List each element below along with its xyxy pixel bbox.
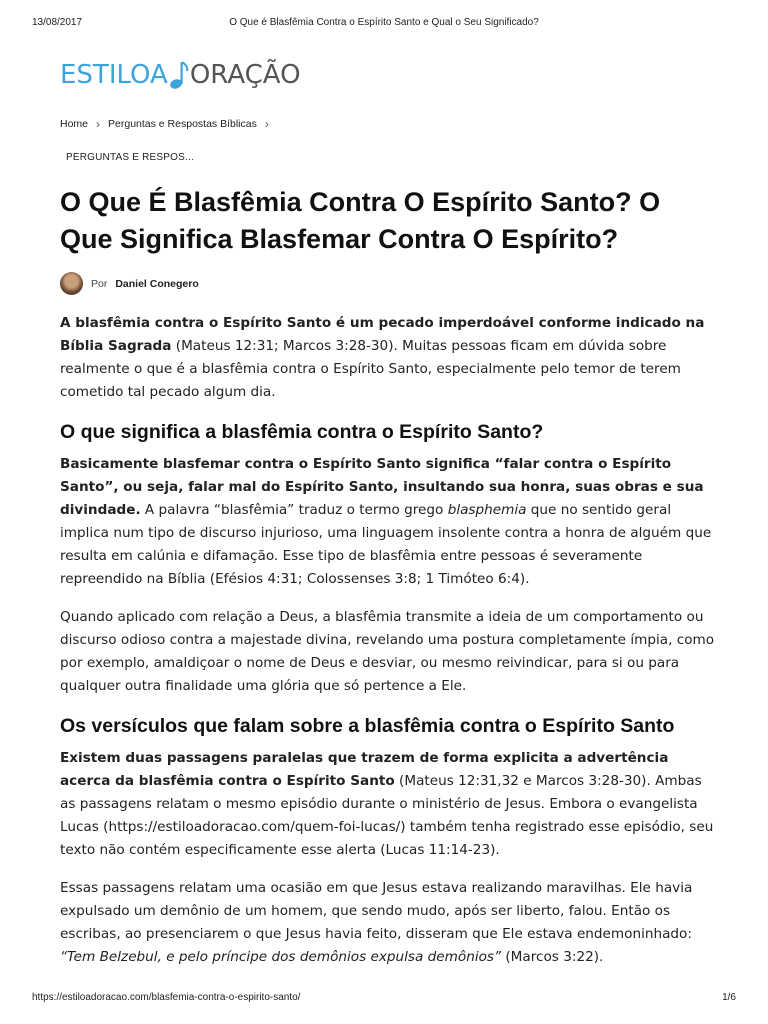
paragraph	[60, 312, 720, 404]
paragraph-highlight: A blasfêmia contra o Espírito Santo é um pecado imperdoável conforme indicado na Bíblia Sagrada	[60, 315, 705, 354]
paragraph-text: (Marcos 3:22).	[501, 949, 604, 965]
paragraph: Quando aplicado com relação a Deus, a blasfêmia transmite a ideia de um comportamento ou discurso odioso contra a majestade divina, revelando uma postura completamente ímpia, como por exemplo, amaldiçoar o nome de Deus e desviar, ou mesmo reivindicar, para si ou para qualquer outra finalidade uma glória que só pertence a Ele.	[60, 609, 715, 694]
breadcrumb-home-link[interactable]: Home	[60, 118, 89, 130]
site-logo[interactable]	[60, 58, 301, 92]
print-document-title: O Que é Blasfêmia Contra o Espírito Santo e Qual o Seu Significado?	[229, 17, 539, 28]
paragraph-text: Essas passagens relatam uma ocasião em que Jesus estava realizando maravilhas. Ele havia expulsado um demônio de um homem, que sendo mudo, após ser liberto, falou. Então os escribas, ao presenciarem o que Jesus havia feito, disseram que Ele estava endemoninhado:	[60, 880, 693, 942]
chevron-right-icon: ›	[96, 117, 101, 131]
article-body	[60, 312, 720, 984]
paragraph-text: (Mateus 12:31; Marcos 3:28-30). Muitas pessoas ficam em dúvida sobre realmente o que é a blasfêmia contra o Espírito Santo, especialmente pelo temor de terem cometido tal pecado algum dia.	[60, 338, 681, 400]
paragraph-text: (Mateus 12:31,32 e Marcos 3:28-30). Ambas as passagens relatam o mesmo episódio durante o ministério de Jesus. Embora o evangelista Lucas (https://estiloadoracao.com/quem-foi-lucas/) também tenha registrado esse episódio, seu texto não contém especificamente esse alerta (Lucas 11:14-23).	[60, 773, 714, 858]
breadcrumb-category-link[interactable]: Perguntas e Respostas Bíblicas	[108, 118, 257, 130]
bible-quote: “Tem Belzebul, e pelo príncipe dos demônios expulsa demônios”	[60, 949, 502, 965]
breadcrumb	[60, 117, 269, 131]
print-date: 13/08/2017	[32, 17, 83, 28]
paragraph	[60, 453, 720, 591]
category-tag[interactable]: PERGUNTAS E RESPOS...	[66, 152, 194, 163]
paragraph-text: A palavra “blasfêmia” traduz o termo grego	[140, 502, 448, 518]
logo-text-part1: ESTILOA	[60, 60, 168, 90]
post-title: O Que É Blasfêmia Contra O Espírito Santo? O Que Significa Blasfemar Contra O Espírito?	[60, 187, 661, 254]
section-heading: O que significa a blasfêmia contra o Espírito Santo?	[60, 421, 544, 443]
paragraph-highlight: Basicamente blasfemar contra o Espírito Santo significa “falar contra o Espírito Santo”, ou seja, falar mal do Espírito Santo, insultando sua honra, suas obras e sua divindade.	[60, 456, 704, 518]
logo-text-part2: ORAÇÃO	[189, 60, 301, 90]
paragraph-highlight: Existem duas passagens paralelas que trazem de forma explicita a advertência acerca da blasfêmia contra o Espírito Santo	[60, 750, 669, 789]
paragraph	[60, 747, 720, 862]
post-author	[60, 272, 199, 295]
author-name[interactable]: Daniel Conegero	[115, 277, 199, 290]
music-note-icon	[169, 59, 189, 91]
avatar	[60, 272, 83, 295]
greek-term: blasphemia	[447, 502, 527, 518]
print-header	[0, 0, 768, 28]
chevron-right-icon: ›	[264, 117, 269, 131]
author-prefix: Por	[91, 277, 108, 290]
print-url: https://estiloadoracao.com/blasfemia-contra-o-espirito-santo/	[32, 992, 301, 1003]
page-number: 1/6	[722, 992, 736, 1003]
paragraph-text: que no sentido geral implica num tipo de discurso injurioso, uma linguagem insolente contra a honra de alguém que resulta em calúnia e difamação. Esse tipo de blasfêmia entre pessoas é severamente repreendido na Bíblia (Efésios 4:31; Colossenses 3:8; 1 Timóteo 6:4).	[60, 502, 712, 587]
section-heading: Os versículos que falam sobre a blasfêmia contra o Espírito Santo	[60, 715, 675, 737]
paragraph	[60, 877, 720, 969]
